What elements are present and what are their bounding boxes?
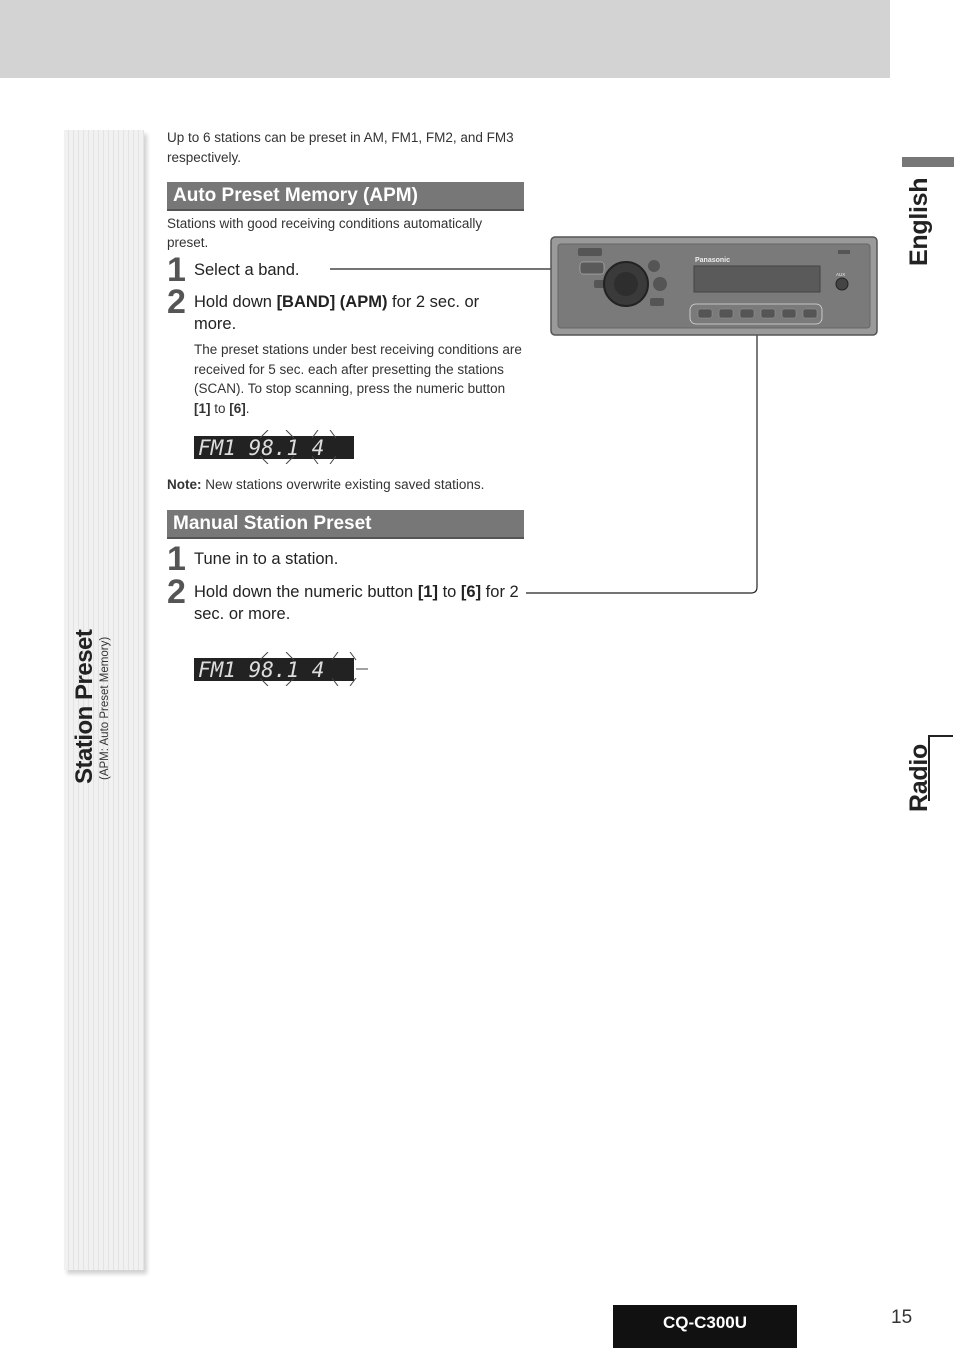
note bbox=[167, 477, 527, 492]
apm-heading: Auto Preset Memory (APM) bbox=[167, 182, 524, 211]
aux-label: AUX bbox=[836, 272, 846, 277]
apm-detail-mid: to bbox=[210, 400, 230, 416]
manual-step2-number: 2 bbox=[167, 573, 186, 611]
section-label: Radio bbox=[905, 744, 933, 812]
manual-step2-b1: [1] bbox=[417, 583, 438, 601]
side-title bbox=[72, 630, 112, 784]
apm-step1-text: Select a band. bbox=[194, 261, 300, 279]
manual-step2-b2: [6] bbox=[460, 583, 482, 601]
side-title-sub: (APM: Auto Preset Memory) bbox=[99, 636, 111, 780]
manual-step2-mid: to bbox=[437, 583, 461, 601]
section-tab-line bbox=[929, 735, 953, 737]
preset-2-button bbox=[719, 309, 733, 318]
apm-detail-end: . bbox=[245, 400, 250, 416]
page-number: 15 bbox=[891, 1307, 913, 1328]
apm-lcd-display bbox=[190, 430, 360, 464]
manual-step1-number: 1 bbox=[167, 540, 186, 578]
apm-step2-suffix: for 2 sec. or more. bbox=[194, 293, 480, 333]
apm-step2-button: [BAND] (APM) bbox=[276, 293, 388, 311]
preset-4-button bbox=[761, 309, 775, 318]
note-text: New stations overwrite existing saved stations. bbox=[201, 477, 485, 492]
preset-5-button bbox=[782, 309, 796, 318]
manual-lcd-display bbox=[190, 652, 370, 686]
band-button bbox=[580, 262, 604, 274]
header-band bbox=[0, 0, 890, 78]
apm-detail-b1: [1] bbox=[194, 400, 211, 416]
apm-step2-prefix: Hold down bbox=[194, 293, 277, 311]
preset-3-button bbox=[740, 309, 754, 318]
apm-detail-b2: [6] bbox=[229, 400, 246, 416]
aux-jack bbox=[836, 278, 848, 290]
apm-step2-text bbox=[194, 291, 524, 335]
apm-description: Stations with good receiving conditions automatically preset. bbox=[167, 216, 483, 250]
brand-logo: Panasonic bbox=[695, 257, 731, 264]
manual-lcd-text: FM1 98.1 4 bbox=[198, 658, 325, 682]
intro-text: Up to 6 stations can be preset in AM, FM1, FM2, and FM3 respectively. bbox=[167, 130, 514, 165]
apm-step2-number: 2 bbox=[167, 283, 186, 321]
release-button bbox=[578, 248, 602, 256]
side-title-main: Station Preset bbox=[71, 629, 98, 784]
stereo-display bbox=[694, 266, 820, 292]
apm-lcd-text: FM1 98.1 4 bbox=[198, 436, 325, 460]
preset-6-button bbox=[803, 309, 817, 318]
apm-step1-number: 1 bbox=[167, 251, 186, 289]
preset-1-button bbox=[698, 309, 712, 318]
manual-step2-prefix: Hold down the numeric button bbox=[194, 583, 418, 601]
model-badge: CQ-C300U bbox=[613, 1305, 797, 1348]
language-tab-bar bbox=[902, 157, 954, 167]
apm-detail-text: The preset stations under best receiving conditions are received for 5 sec. each after presetting the stations (SCAN). To stop scanning, press the numeric button bbox=[194, 342, 522, 396]
apm-step2-detail bbox=[194, 340, 524, 418]
car-stereo-illustration bbox=[550, 236, 878, 336]
note-label: Note: bbox=[167, 477, 202, 492]
manual-heading: Manual Station Preset bbox=[167, 510, 524, 539]
language-label: English bbox=[905, 177, 933, 266]
manual-step1-text: Tune in to a station. bbox=[194, 550, 339, 568]
manual-step2-text bbox=[194, 581, 524, 625]
manual-step2-suffix: for 2 sec. or more. bbox=[194, 583, 519, 623]
